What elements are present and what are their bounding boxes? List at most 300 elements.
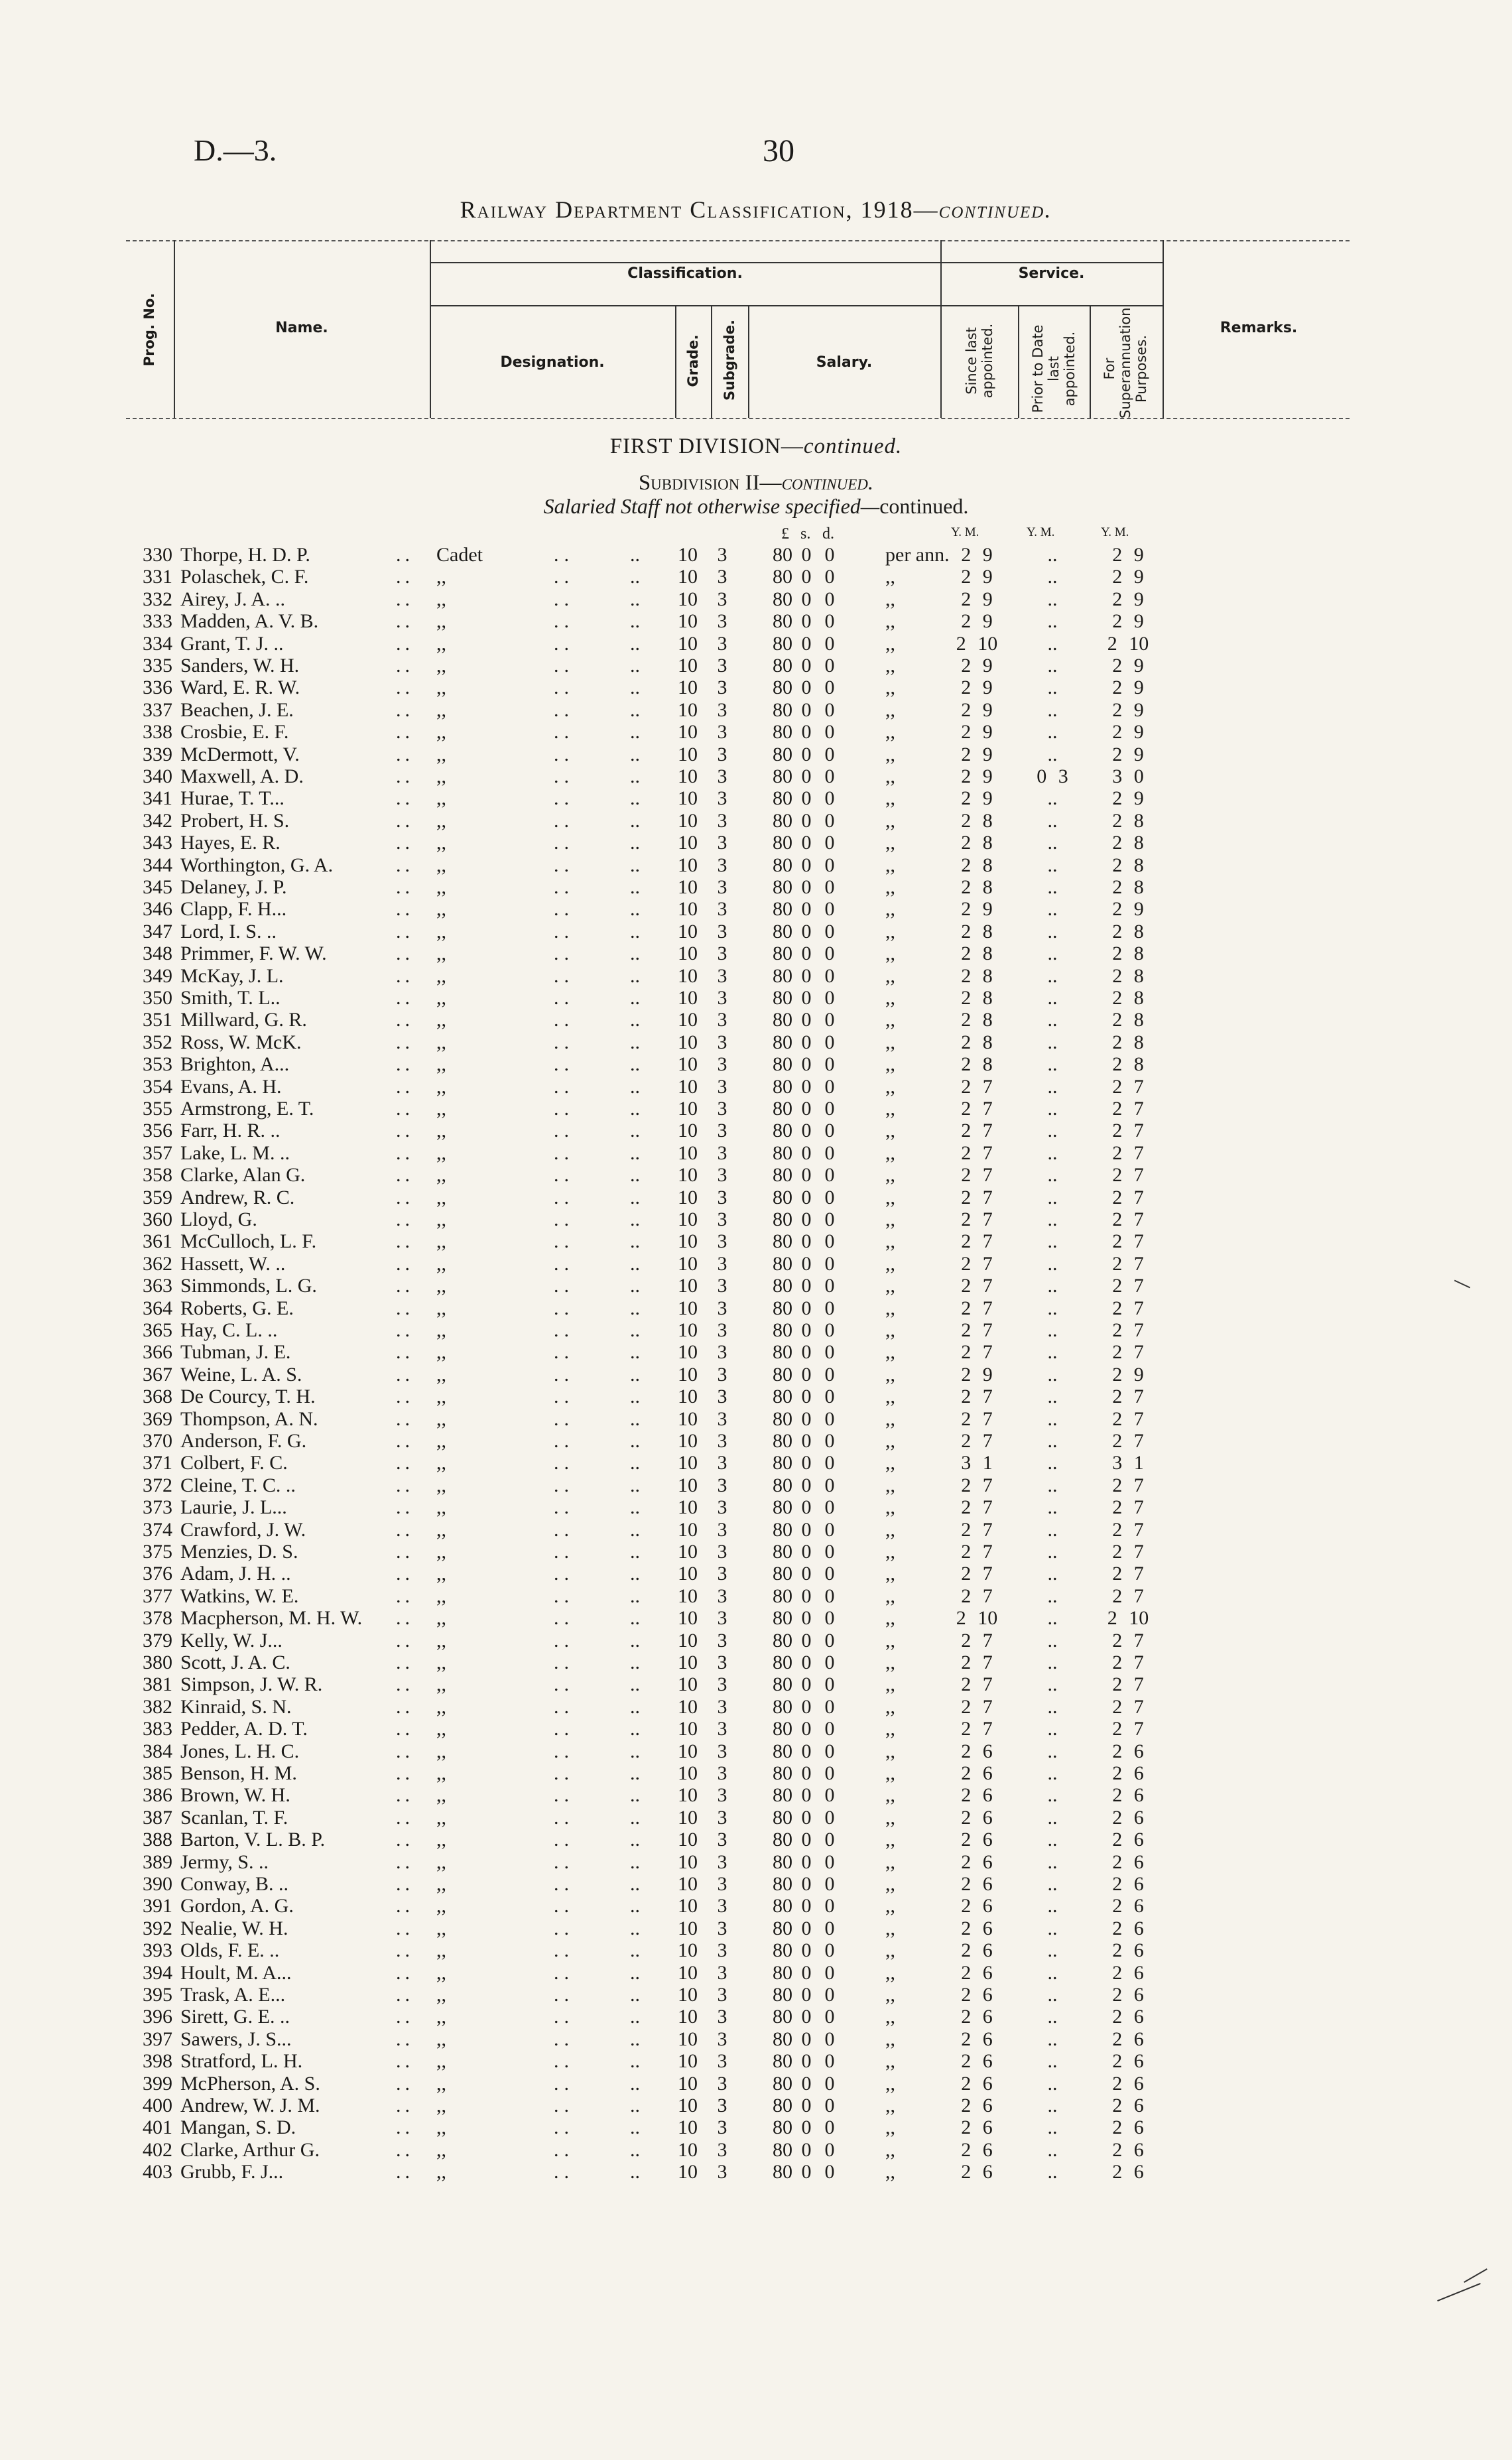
prog-no: 383 bbox=[143, 1718, 172, 1740]
salary-period: ,, bbox=[885, 1297, 895, 1319]
since-last-appointed: 2 6 bbox=[961, 2095, 993, 2116]
leader-dots: .. bbox=[396, 743, 414, 765]
leader-dots: .. bbox=[630, 2006, 640, 2028]
table-row bbox=[0, 1142, 1512, 1164]
prog-no: 376 bbox=[143, 1563, 172, 1585]
leader-dots: .. bbox=[630, 1784, 640, 1807]
since-last-appointed: 2 7 bbox=[961, 1319, 993, 1341]
since-last-appointed: 2 7 bbox=[961, 1407, 993, 1430]
subgrade: 3 bbox=[717, 1053, 727, 1076]
prior-to-last-appointed: .. bbox=[1047, 1850, 1058, 1873]
salary-shillings: 0 bbox=[801, 1319, 812, 1341]
salary-shillings: 0 bbox=[801, 832, 812, 854]
leader-dots: .. bbox=[396, 1607, 414, 1630]
col-service: Service. bbox=[1018, 265, 1085, 282]
leader-dots: .. bbox=[396, 1407, 414, 1430]
salary-pence: 0 bbox=[824, 987, 835, 1009]
salary-pounds: 80 bbox=[773, 2028, 792, 2050]
prog-no: 333 bbox=[143, 610, 172, 633]
subgrade: 3 bbox=[717, 876, 727, 898]
for-superannuation: 2 8 bbox=[1112, 809, 1144, 832]
prior-to-last-appointed: 0 3 bbox=[1037, 765, 1068, 787]
grade: 10 bbox=[678, 1009, 698, 1031]
salary-shillings: 0 bbox=[801, 655, 812, 677]
grade: 10 bbox=[678, 610, 698, 633]
salary-pence: 0 bbox=[824, 765, 835, 787]
grade: 10 bbox=[678, 698, 698, 721]
prog-no: 347 bbox=[143, 920, 172, 942]
designation: ,, bbox=[436, 832, 446, 854]
leader-dots: .. bbox=[554, 2138, 574, 2161]
prior-to-last-appointed: .. bbox=[1047, 1120, 1058, 1142]
salary-period: ,, bbox=[885, 1917, 895, 1939]
for-superannuation: 2 6 bbox=[1112, 1740, 1144, 1762]
salary-period: ,, bbox=[885, 743, 895, 765]
col-name: Name. bbox=[275, 320, 328, 336]
table-row bbox=[0, 1230, 1512, 1252]
subgrade: 3 bbox=[717, 2050, 727, 2073]
grade: 10 bbox=[678, 677, 698, 699]
salary-pence: 0 bbox=[824, 1141, 835, 1164]
salary-period: ,, bbox=[885, 1319, 895, 1341]
salary-period: ,, bbox=[885, 566, 895, 588]
salary-pence: 0 bbox=[824, 1873, 835, 1895]
salary-pence: 0 bbox=[824, 721, 835, 744]
prog-no: 355 bbox=[143, 1098, 172, 1120]
grade: 10 bbox=[678, 1695, 698, 1718]
since-last-appointed: 2 8 bbox=[961, 832, 993, 854]
table-row bbox=[0, 1607, 1512, 1629]
leader-dots: .. bbox=[554, 1252, 574, 1275]
subgrade: 3 bbox=[717, 920, 727, 942]
prior-to-last-appointed: .. bbox=[1047, 1341, 1058, 1364]
salary-period: ,, bbox=[885, 677, 895, 699]
leader-dots: .. bbox=[630, 1386, 640, 1408]
grade: 10 bbox=[678, 588, 698, 610]
leader-dots: .. bbox=[554, 698, 574, 721]
salary-pence: 0 bbox=[824, 1784, 835, 1807]
staff-name: Ward, E. R. W. bbox=[180, 677, 300, 699]
for-superannuation: 2 6 bbox=[1112, 1961, 1144, 1984]
subgrade: 3 bbox=[717, 1031, 727, 1053]
leader-dots: .. bbox=[396, 2095, 414, 2116]
since-last-appointed: 2 8 bbox=[961, 920, 993, 942]
for-superannuation: 2 7 bbox=[1112, 1319, 1144, 1341]
staff-name: De Courcy, T. H. bbox=[180, 1386, 316, 1408]
leader-dots: .. bbox=[554, 964, 574, 987]
since-last-appointed: 2 7 bbox=[961, 1252, 993, 1275]
salary-pence: 0 bbox=[824, 1098, 835, 1120]
for-superannuation: 2 6 bbox=[1112, 1762, 1144, 1784]
for-superannuation: 2 9 bbox=[1112, 1363, 1144, 1386]
leader-dots: .. bbox=[396, 1230, 414, 1253]
prior-to-last-appointed: .. bbox=[1047, 698, 1058, 721]
subgrade: 3 bbox=[717, 1208, 727, 1230]
leader-dots: .. bbox=[396, 1673, 414, 1696]
grade: 10 bbox=[678, 1762, 698, 1784]
subgrade: 3 bbox=[717, 1186, 727, 1208]
salary-shillings: 0 bbox=[801, 1873, 812, 1895]
unit-super-ym: Y. M. bbox=[1101, 525, 1129, 539]
subgrade: 3 bbox=[717, 1341, 727, 1364]
leader-dots: .. bbox=[554, 1430, 574, 1452]
salary-shillings: 0 bbox=[801, 1651, 812, 1673]
designation: ,, bbox=[436, 1695, 446, 1718]
prior-to-last-appointed: .. bbox=[1047, 1518, 1058, 1541]
for-superannuation: 2 6 bbox=[1112, 1873, 1144, 1895]
staff-name: Hay, C. L. .. bbox=[180, 1319, 278, 1341]
prior-to-last-appointed: .. bbox=[1047, 1740, 1058, 1762]
subgrade: 3 bbox=[717, 1784, 727, 1807]
prior-to-last-appointed: .. bbox=[1047, 2138, 1058, 2161]
salary-pence: 0 bbox=[824, 677, 835, 699]
salary-period: ,, bbox=[885, 1740, 895, 1762]
salary-period: ,, bbox=[885, 1164, 895, 1187]
leader-dots: .. bbox=[554, 987, 574, 1009]
leader-dots: .. bbox=[396, 964, 414, 987]
subgrade: 3 bbox=[717, 1474, 727, 1496]
salary-pounds: 80 bbox=[773, 1386, 792, 1408]
prior-to-last-appointed: .. bbox=[1047, 721, 1058, 744]
leader-dots: .. bbox=[630, 1141, 640, 1164]
leader-dots: .. bbox=[630, 1850, 640, 1873]
salary-pence: 0 bbox=[824, 1230, 835, 1253]
leader-dots: .. bbox=[630, 1629, 640, 1651]
leader-dots: .. bbox=[396, 1297, 414, 1319]
for-superannuation: 2 9 bbox=[1112, 787, 1144, 810]
leader-dots: .. bbox=[630, 1474, 640, 1496]
subgrade: 3 bbox=[717, 1718, 727, 1740]
page-number: 30 bbox=[763, 133, 794, 168]
salary-shillings: 0 bbox=[801, 1829, 812, 1851]
subgrade: 3 bbox=[717, 1673, 727, 1696]
staff-name: Worthington, G. A. bbox=[180, 854, 334, 876]
prior-to-last-appointed: .. bbox=[1047, 610, 1058, 633]
salary-pence: 0 bbox=[824, 1341, 835, 1364]
table-row bbox=[0, 832, 1512, 854]
leader-dots: .. bbox=[630, 787, 640, 810]
table-row bbox=[0, 1873, 1512, 1895]
salary-shillings: 0 bbox=[801, 1407, 812, 1430]
table-row bbox=[0, 1496, 1512, 1518]
leader-dots: .. bbox=[630, 1518, 640, 1541]
salary-pounds: 80 bbox=[773, 854, 792, 876]
staff-name: Laurie, J. L... bbox=[180, 1496, 287, 1519]
grade: 10 bbox=[678, 544, 698, 566]
subgrade: 3 bbox=[717, 1164, 727, 1187]
salary-pence: 0 bbox=[824, 2028, 835, 2050]
salary-shillings: 0 bbox=[801, 1806, 812, 1829]
prog-no: 359 bbox=[143, 1186, 172, 1208]
prog-no: 346 bbox=[143, 898, 172, 921]
grade: 10 bbox=[678, 1053, 698, 1076]
since-last-appointed: 2 6 bbox=[961, 2006, 993, 2028]
prog-no: 344 bbox=[143, 854, 172, 876]
salary-shillings: 0 bbox=[801, 2161, 812, 2183]
staff-name: Gordon, A. G. bbox=[180, 1895, 294, 1917]
subgrade: 3 bbox=[717, 1806, 727, 1829]
leader-dots: .. bbox=[554, 1651, 574, 1673]
salary-shillings: 0 bbox=[801, 1850, 812, 1873]
leader-dots: .. bbox=[396, 1341, 414, 1364]
designation: ,, bbox=[436, 1961, 446, 1984]
salary-pounds: 80 bbox=[773, 1230, 792, 1253]
subgrade: 3 bbox=[717, 1363, 727, 1386]
leader-dots: .. bbox=[630, 2161, 640, 2183]
grade: 10 bbox=[678, 2006, 698, 2028]
salary-shillings: 0 bbox=[801, 698, 812, 721]
designation: ,, bbox=[436, 1363, 446, 1386]
designation: ,, bbox=[436, 2095, 446, 2116]
since-last-appointed: 2 7 bbox=[961, 1496, 993, 1519]
prog-no: 390 bbox=[143, 1873, 172, 1895]
salary-period: ,, bbox=[885, 920, 895, 942]
prog-no: 381 bbox=[143, 1673, 172, 1696]
grade: 10 bbox=[678, 1563, 698, 1585]
staff-name: Clarke, Arthur G. bbox=[180, 2138, 320, 2161]
designation: ,, bbox=[436, 1673, 446, 1696]
leader-dots: .. bbox=[630, 1031, 640, 1053]
grade: 10 bbox=[678, 632, 698, 655]
leader-dots: .. bbox=[554, 566, 574, 588]
table-row bbox=[0, 2028, 1512, 2050]
staff-name: Lloyd, G. bbox=[180, 1208, 257, 1230]
leader-dots: .. bbox=[396, 1053, 414, 1076]
grade: 10 bbox=[678, 1120, 698, 1142]
table-row bbox=[0, 2161, 1512, 2183]
grade: 10 bbox=[678, 1829, 698, 1851]
grade: 10 bbox=[678, 1541, 698, 1563]
for-superannuation: 2 7 bbox=[1112, 1651, 1144, 1673]
leader-dots: .. bbox=[396, 854, 414, 876]
leader-dots: .. bbox=[396, 632, 414, 655]
leader-dots: .. bbox=[554, 1718, 574, 1740]
leader-dots: .. bbox=[396, 1120, 414, 1142]
for-superannuation: 2 7 bbox=[1112, 1407, 1144, 1430]
prior-to-last-appointed: .. bbox=[1047, 1961, 1058, 1984]
grade: 10 bbox=[678, 1031, 698, 1053]
salary-period: ,, bbox=[885, 1009, 895, 1031]
salary-pence: 0 bbox=[824, 2072, 835, 2095]
salary-period: ,, bbox=[885, 1718, 895, 1740]
prior-to-last-appointed: .. bbox=[1047, 1363, 1058, 1386]
subgrade: 3 bbox=[717, 765, 727, 787]
salary-pence: 0 bbox=[824, 1762, 835, 1784]
leader-dots: .. bbox=[630, 1341, 640, 1364]
leader-dots: .. bbox=[396, 1430, 414, 1452]
salary-pounds: 80 bbox=[773, 566, 792, 588]
col-since-last: Since last appointed. bbox=[964, 323, 995, 399]
table-row bbox=[0, 1187, 1512, 1208]
designation: ,, bbox=[436, 1806, 446, 1829]
leader-dots: .. bbox=[396, 1075, 414, 1098]
designation: ,, bbox=[436, 1518, 446, 1541]
leader-dots: .. bbox=[396, 920, 414, 942]
designation: ,, bbox=[436, 1629, 446, 1651]
subgrade: 3 bbox=[717, 743, 727, 765]
salary-period: ,, bbox=[885, 1252, 895, 1275]
since-last-appointed: 2 8 bbox=[961, 809, 993, 832]
prog-no: 396 bbox=[143, 2006, 172, 2028]
staff-name: McPherson, A. S. bbox=[180, 2072, 320, 2095]
leader-dots: .. bbox=[396, 1031, 414, 1053]
salary-period: ,, bbox=[885, 1895, 895, 1917]
staff-name: Kinraid, S. N. bbox=[180, 1695, 292, 1718]
salary-pounds: 80 bbox=[773, 1208, 792, 1230]
prog-no: 397 bbox=[143, 2028, 172, 2050]
col-grade: Grade. bbox=[685, 334, 701, 387]
classification-bar bbox=[430, 262, 940, 263]
leader-dots: .. bbox=[396, 2072, 414, 2095]
header-mid-rule bbox=[430, 305, 1163, 306]
grade: 10 bbox=[678, 1607, 698, 1630]
for-superannuation: 2 6 bbox=[1112, 1917, 1144, 1939]
leader-dots: .. bbox=[630, 1806, 640, 1829]
col-designation: Designation. bbox=[500, 354, 605, 371]
prior-to-last-appointed: .. bbox=[1047, 1784, 1058, 1807]
prior-to-last-appointed: .. bbox=[1047, 1563, 1058, 1585]
salary-period: ,, bbox=[885, 2161, 895, 2183]
prog-no: 350 bbox=[143, 987, 172, 1009]
salary-shillings: 0 bbox=[801, 1141, 812, 1164]
leader-dots: .. bbox=[630, 1252, 640, 1275]
unit-shillings: s. bbox=[800, 525, 811, 543]
leader-dots: .. bbox=[554, 1341, 574, 1364]
leader-dots: .. bbox=[554, 1961, 574, 1984]
staff-name: Scanlan, T. F. bbox=[180, 1806, 288, 1829]
prior-to-last-appointed: .. bbox=[1047, 1252, 1058, 1275]
leader-dots: .. bbox=[396, 1740, 414, 1762]
salary-pence: 0 bbox=[824, 832, 835, 854]
prog-no: 335 bbox=[143, 655, 172, 677]
subgrade: 3 bbox=[717, 1297, 727, 1319]
salary-pence: 0 bbox=[824, 1474, 835, 1496]
grade: 10 bbox=[678, 1961, 698, 1984]
since-last-appointed: 2 7 bbox=[961, 1120, 993, 1142]
prior-to-last-appointed: .. bbox=[1047, 2050, 1058, 2073]
for-superannuation: 2 7 bbox=[1112, 1518, 1144, 1541]
designation: ,, bbox=[436, 1141, 446, 1164]
designation: ,, bbox=[436, 765, 446, 787]
leader-dots: .. bbox=[630, 698, 640, 721]
grade: 10 bbox=[678, 1629, 698, 1651]
designation: ,, bbox=[436, 1430, 446, 1452]
salary-shillings: 0 bbox=[801, 1075, 812, 1098]
salary-period: ,, bbox=[885, 1541, 895, 1563]
prior-to-last-appointed: .. bbox=[1047, 2161, 1058, 2183]
leader-dots: .. bbox=[630, 1607, 640, 1630]
prog-no: 342 bbox=[143, 809, 172, 832]
leader-dots: .. bbox=[630, 832, 640, 854]
salary-pounds: 80 bbox=[773, 920, 792, 942]
salary-shillings: 0 bbox=[801, 610, 812, 633]
col-classification: Classification. bbox=[627, 265, 743, 282]
staff-name: Clarke, Alan G. bbox=[180, 1164, 306, 1187]
leader-dots: .. bbox=[630, 1673, 640, 1696]
prog-no: 398 bbox=[143, 2050, 172, 2073]
since-last-appointed: 2 6 bbox=[961, 2116, 993, 2139]
grade: 10 bbox=[678, 1651, 698, 1673]
salary-shillings: 0 bbox=[801, 1053, 812, 1076]
subgrade: 3 bbox=[717, 1607, 727, 1630]
salary-shillings: 0 bbox=[801, 1363, 812, 1386]
leader-dots: .. bbox=[554, 2006, 574, 2028]
staff-name: Roberts, G. E. bbox=[180, 1297, 294, 1319]
grade: 10 bbox=[678, 1363, 698, 1386]
salary-pence: 0 bbox=[824, 1120, 835, 1142]
leader-dots: .. bbox=[554, 1386, 574, 1408]
salary-period: ,, bbox=[885, 1961, 895, 1984]
prog-no: 367 bbox=[143, 1363, 172, 1386]
table-row bbox=[0, 1031, 1512, 1053]
staff-name: Hayes, E. R. bbox=[180, 832, 281, 854]
col-prior-to: Prior to Date last appointed. bbox=[1030, 324, 1078, 413]
leader-dots: .. bbox=[396, 1386, 414, 1408]
leader-dots: .. bbox=[630, 942, 640, 965]
salary-pounds: 80 bbox=[773, 1496, 792, 1519]
salary-shillings: 0 bbox=[801, 1607, 812, 1630]
leader-dots: .. bbox=[554, 632, 574, 655]
salary-pounds: 80 bbox=[773, 2161, 792, 2183]
prog-no: 387 bbox=[143, 1806, 172, 1829]
salary-pounds: 80 bbox=[773, 743, 792, 765]
table-row bbox=[0, 765, 1512, 787]
leader-dots: .. bbox=[630, 566, 640, 588]
salary-period: ,, bbox=[885, 610, 895, 633]
grade: 10 bbox=[678, 1673, 698, 1696]
since-last-appointed: 2 6 bbox=[961, 1762, 993, 1784]
table-row bbox=[0, 1319, 1512, 1341]
subgrade: 3 bbox=[717, 1275, 727, 1297]
salary-pence: 0 bbox=[824, 2116, 835, 2139]
designation: ,, bbox=[436, 1496, 446, 1519]
prog-no: 331 bbox=[143, 566, 172, 588]
leader-dots: .. bbox=[554, 1563, 574, 1585]
designation: ,, bbox=[436, 1651, 446, 1673]
prog-no: 351 bbox=[143, 1009, 172, 1031]
table-row bbox=[0, 1563, 1512, 1585]
designation: ,, bbox=[436, 677, 446, 699]
prog-no: 357 bbox=[143, 1141, 172, 1164]
leader-dots: .. bbox=[396, 809, 414, 832]
for-superannuation: 2 6 bbox=[1112, 2050, 1144, 2073]
designation: Cadet bbox=[436, 544, 483, 566]
leader-dots: .. bbox=[554, 854, 574, 876]
subgrade: 3 bbox=[717, 1252, 727, 1275]
salary-period: ,, bbox=[885, 1695, 895, 1718]
table-row bbox=[0, 2116, 1512, 2138]
leader-dots: .. bbox=[554, 1607, 574, 1630]
staff-name: Armstrong, E. T. bbox=[180, 1098, 314, 1120]
salary-pounds: 80 bbox=[773, 942, 792, 965]
salary-pounds: 80 bbox=[773, 1740, 792, 1762]
scan-mark bbox=[1437, 2283, 1481, 2301]
since-last-appointed: 2 7 bbox=[961, 1718, 993, 1740]
leader-dots: .. bbox=[630, 1452, 640, 1474]
since-last-appointed: 2 9 bbox=[961, 1363, 993, 1386]
since-last-appointed: 2 7 bbox=[961, 1141, 993, 1164]
salary-period: ,, bbox=[885, 898, 895, 921]
leader-dots: .. bbox=[396, 2138, 414, 2161]
salary-pounds: 80 bbox=[773, 964, 792, 987]
staff-name: Thompson, A. N. bbox=[180, 1407, 318, 1430]
leader-dots: .. bbox=[554, 1009, 574, 1031]
designation: ,, bbox=[436, 1075, 446, 1098]
for-superannuation: 2 8 bbox=[1112, 832, 1144, 854]
col-subgrade: Subgrade. bbox=[722, 320, 737, 401]
table-row bbox=[0, 1585, 1512, 1607]
prior-to-last-appointed: .. bbox=[1047, 632, 1058, 655]
